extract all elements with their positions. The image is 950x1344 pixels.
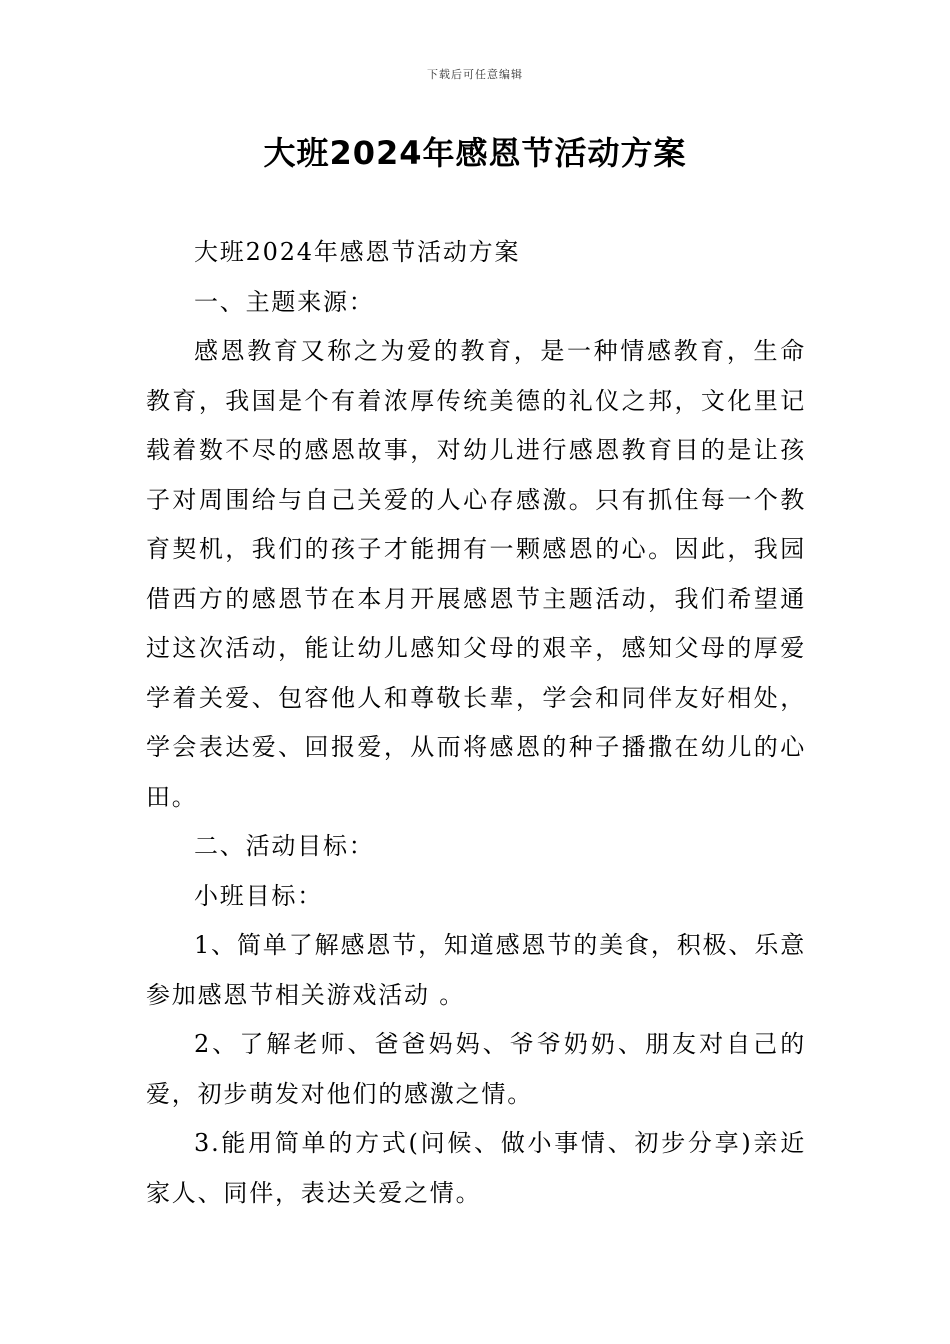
page-header-note: 下载后可任意编辑	[427, 68, 523, 81]
paragraph-theme-source: 感恩教育又称之为爱的教育，是一种情感教育，生命教育，我国是个有着浓厚传统美德的礼仪之邦，文化里记载着数不尽的感恩故事，对幼儿进行感恩教育目的是让孩子对周围给与自己关爱的人心存感激。只有抓住每一个教育契机，我们的孩子才能拥有一颗感恩的心。因此，我园借西方的感恩节在本月开展感恩节主题活动，我们希望通过这次活动，能让幼儿感知父母的艰辛，感知父母的厚爱学着关爱、包容他人和尊敬长辈，学会和同伴友好相处，学会表达爱、回报爱，从而将感恩的种子播撒在幼儿的心田。	[146, 337, 806, 811]
section-heading-activity-goals: 二、活动目标：	[194, 832, 375, 860]
document-body	[146, 228, 806, 1218]
document-title: 大班2024年感恩节活动方案	[263, 134, 687, 172]
goal-item-2: 2、了解老师、爸爸妈妈、爷爷奶奶、朋友对自己的爱，初步萌发对他们的感激之情。	[146, 1030, 806, 1108]
goal-item-1: 1、简单了解感恩节，知道感恩节的美食，积极、乐意参加感恩节相关游戏活动 。	[146, 931, 806, 1009]
goal-item-3: 3.能用简单的方式(问候、做小事情、初步分享)亲近家人、同伴，表达关爱之情。	[146, 1129, 806, 1207]
section-heading-theme-source: 一、主题来源：	[194, 287, 375, 316]
paragraph-subtitle: 大班2024年感恩节活动方案	[194, 238, 521, 266]
subheading-small-class-goals: 小班目标：	[194, 881, 323, 910]
